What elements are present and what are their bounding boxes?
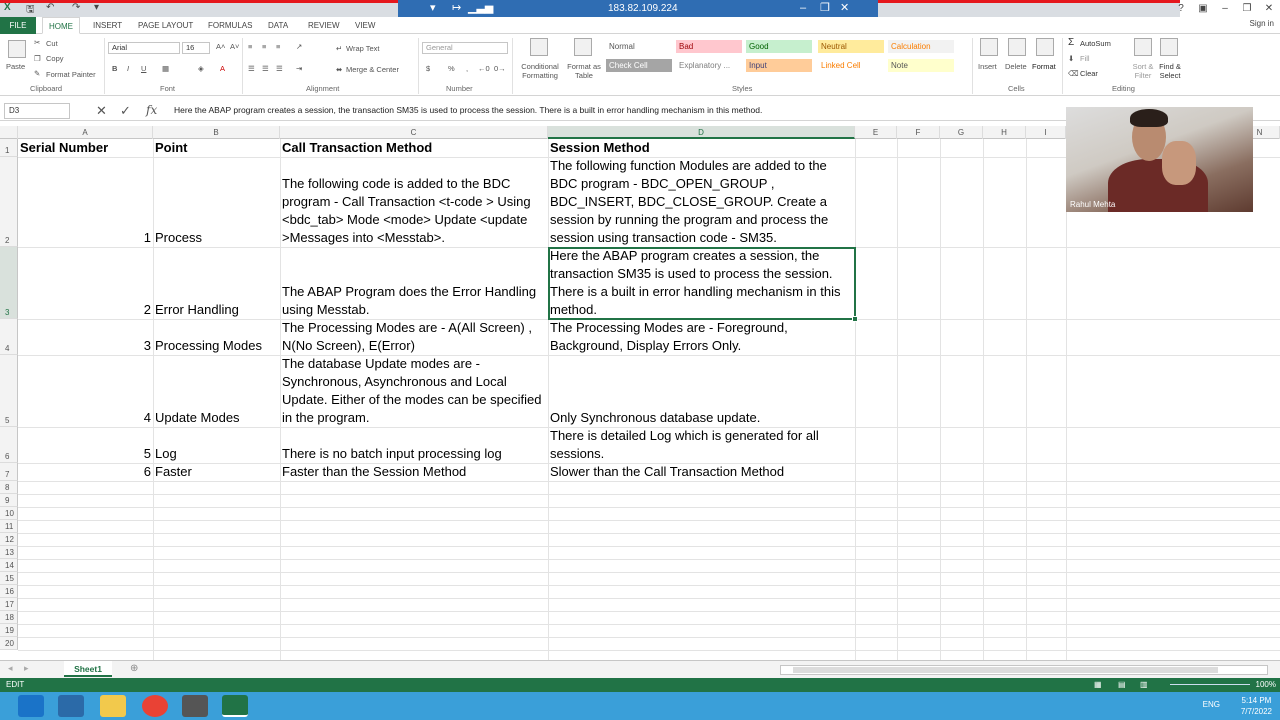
page-layout-view-icon[interactable]: ▤ xyxy=(1118,680,1126,689)
tab-data[interactable]: DATA xyxy=(268,21,289,30)
insert-function-button[interactable]: fx xyxy=(146,103,158,117)
cells-group-label: Cells xyxy=(1008,84,1025,93)
bold-button[interactable]: B xyxy=(112,64,118,73)
column-header-c[interactable]: C xyxy=(280,126,548,139)
excel-logo-icon: X xyxy=(4,2,11,13)
cell-a4-text: 3 xyxy=(143,338,151,353)
cell-b7-text: Faster xyxy=(155,464,192,479)
cell-d2-text: The following function Modules are added to the BDC program - BDC_OPEN_GROUP , BDC_INSERT, BDC_CLOSE_GROUP. Create a session by running the program and process the session using transaction code - SM35. xyxy=(550,158,829,245)
font-size-select[interactable]: 16 xyxy=(182,42,210,54)
row-gridline xyxy=(18,637,1280,638)
cell-a4[interactable] xyxy=(18,319,153,355)
format-as-table-icon[interactable] xyxy=(574,38,592,56)
currency-button[interactable]: $ xyxy=(426,64,431,73)
cell-style-input[interactable]: Input xyxy=(746,59,812,72)
merge-icon[interactable]: ⬌ xyxy=(336,65,343,74)
row-header-10[interactable]: 10 xyxy=(0,507,18,520)
sign-in-link[interactable]: Sign in xyxy=(1249,19,1274,28)
cell-b3-text: Error Handling xyxy=(155,302,239,317)
cell-a5[interactable] xyxy=(18,355,153,427)
font-name-select[interactable]: Arial xyxy=(108,42,180,54)
delete-cells-icon[interactable] xyxy=(1008,38,1026,56)
row-gridline xyxy=(18,611,1280,612)
cell-a5-text: 4 xyxy=(143,410,151,425)
indent-icon[interactable]: ⇥ xyxy=(296,64,303,73)
cell-a2-text: 1 xyxy=(143,230,151,245)
autosum-button[interactable]: AutoSum xyxy=(1080,39,1111,48)
remote-dropdown-icon[interactable]: ▾ xyxy=(430,2,436,14)
cell-b2-text: Process xyxy=(155,230,202,245)
cell-style-neutral[interactable]: Neutral xyxy=(818,40,884,53)
borders-icon[interactable]: ▦ xyxy=(162,64,170,73)
pen-app-icon[interactable] xyxy=(182,695,208,717)
merge-center-button[interactable]: Merge & Center xyxy=(346,65,399,74)
cell-d6-text: There is detailed Log which is generated for all sessions. xyxy=(550,428,819,461)
copy-button[interactable]: Copy xyxy=(46,54,64,63)
cell-c6-text: There is no batch input processing log xyxy=(282,446,502,461)
clock-time: 5:14 PM xyxy=(1241,696,1272,705)
column-gridline xyxy=(983,139,984,660)
format-painter-icon[interactable]: ✎ xyxy=(34,69,41,78)
cell-c2[interactable] xyxy=(280,157,548,247)
restore-icon[interactable]: ❐ xyxy=(1242,3,1252,14)
remote-ip: 183.82.109.224 xyxy=(608,3,678,14)
insert-cells-icon[interactable] xyxy=(980,38,998,56)
cell-d1[interactable] xyxy=(548,139,855,157)
row-header-5[interactable]: 5 xyxy=(0,355,18,427)
formula-input[interactable]: Here the ABAP program creates a session, the transaction SM35 is used to process the session. There is a built in error handling mechanism in this method. xyxy=(174,105,763,115)
cell-d3[interactable] xyxy=(548,247,855,319)
clear-icon[interactable]: ⌫ xyxy=(1068,69,1079,78)
italic-button[interactable]: I xyxy=(127,64,130,73)
delete-cells-button[interactable]: Delete xyxy=(1005,62,1027,71)
row-gridline xyxy=(18,624,1280,625)
cell-c7[interactable] xyxy=(280,463,548,481)
save-icon[interactable]: 🖫 xyxy=(26,4,35,15)
qat-menu-icon[interactable]: ▾ xyxy=(94,2,100,13)
wrap-text-icon[interactable]: ↵ xyxy=(336,44,343,53)
row-gridline xyxy=(18,650,1280,651)
wrap-text-button[interactable]: Wrap Text xyxy=(346,44,380,53)
cell-c5[interactable] xyxy=(280,355,548,427)
column-header-b[interactable]: B xyxy=(153,126,280,139)
fill-button[interactable]: Fill xyxy=(1080,54,1090,63)
cell-b7[interactable] xyxy=(153,463,280,481)
align-right-icon[interactable]: ☰ xyxy=(276,64,283,73)
format-painter-button[interactable]: Format Painter xyxy=(46,70,96,79)
cell-d7[interactable] xyxy=(548,463,855,481)
column-gridline xyxy=(897,139,898,660)
cell-style-bad[interactable]: Bad xyxy=(676,40,742,53)
align-left-icon[interactable]: ☰ xyxy=(248,64,255,73)
next-sheet-icon[interactable]: ▸ xyxy=(24,663,29,673)
tab-home[interactable]: HOME xyxy=(42,17,80,34)
underline-button[interactable]: U xyxy=(141,64,147,73)
cell-style-explanatory[interactable]: Explanatory ... xyxy=(676,59,742,72)
row-gridline xyxy=(18,481,1280,482)
page-break-view-icon[interactable]: ▥ xyxy=(1140,680,1148,689)
row-gridline xyxy=(18,572,1280,573)
remote-connection-bar xyxy=(398,0,878,17)
row-header-13[interactable]: 13 xyxy=(0,546,18,559)
row-header-6[interactable]: 6 xyxy=(0,427,18,463)
cell-b6-text: Log xyxy=(155,446,177,461)
windows-start-icon[interactable] xyxy=(18,695,44,717)
tab-insert[interactable]: INSERT xyxy=(93,21,123,30)
paste-icon[interactable] xyxy=(8,40,26,58)
cell-d7-text: Slower than the Call Transaction Method xyxy=(550,464,785,479)
zoom-slider[interactable] xyxy=(1170,684,1250,685)
column-header-h[interactable]: H xyxy=(983,126,1026,139)
remote-minimize-icon[interactable]: – xyxy=(800,2,807,14)
row-header-4[interactable]: 4 xyxy=(0,319,18,355)
title-bar xyxy=(0,0,1280,17)
grow-font-icon[interactable]: A˄ xyxy=(216,42,226,51)
row-header-14[interactable]: 14 xyxy=(0,559,18,572)
row-gridline xyxy=(18,559,1280,560)
cell-b2[interactable] xyxy=(153,157,280,247)
decrease-decimal-icon[interactable]: 0→ xyxy=(494,64,506,73)
row-gridline xyxy=(18,598,1280,599)
font-group-label: Font xyxy=(160,84,176,93)
row-header-2[interactable]: 2 xyxy=(0,157,18,247)
sheet-tab-bar xyxy=(0,660,1280,678)
row-header-7[interactable]: 7 xyxy=(0,463,18,481)
zoom-level[interactable]: 100% xyxy=(1255,680,1276,689)
row-gridline xyxy=(18,546,1280,547)
column-gridline xyxy=(855,139,856,660)
cell-style-check-cell[interactable]: Check Cell xyxy=(606,59,672,72)
column-header-f[interactable]: F xyxy=(897,126,940,139)
name-box[interactable]: D3 xyxy=(4,103,70,119)
alignment-group-label: Alignment xyxy=(306,84,340,93)
undo-icon[interactable]: ↶ xyxy=(46,2,55,13)
powershell-icon[interactable] xyxy=(58,695,84,717)
chrome-icon[interactable] xyxy=(142,695,168,717)
webcam-overlay xyxy=(1066,107,1253,212)
signal-icon: ▁▃▅ xyxy=(468,2,494,14)
format-cells-icon[interactable] xyxy=(1036,38,1054,56)
cell-c4-text: The Processing Modes are - A(All Screen) , N(No Screen), E(Error) xyxy=(282,320,532,353)
column-header-n[interactable]: N xyxy=(1240,126,1280,139)
cell-b5-text: Update Modes xyxy=(155,410,240,425)
cell-d5-text: Only Synchronous database update. xyxy=(550,410,761,425)
excel-taskbar-icon[interactable] xyxy=(222,695,248,717)
paste-button[interactable]: Paste xyxy=(6,62,26,71)
ribbon-tabs xyxy=(0,17,1280,34)
align-bottom-icon[interactable]: ≡ xyxy=(276,42,281,51)
cell-style-calculation[interactable]: Calculation xyxy=(888,40,954,53)
row-header-20[interactable]: 20 xyxy=(0,637,18,650)
cell-c7-text: Faster than the Session Method xyxy=(282,464,467,479)
cut-button[interactable]: Cut xyxy=(46,39,58,48)
find-select-icon[interactable] xyxy=(1160,38,1178,56)
cell-a3-text: 2 xyxy=(143,302,151,317)
cell-style-normal[interactable]: Normal xyxy=(606,40,672,53)
cell-d4-text: The Processing Modes are - Foreground, Background, Display Errors Only. xyxy=(550,320,788,353)
minimize-icon[interactable]: – xyxy=(1222,3,1228,14)
remote-close-icon[interactable]: ✕ xyxy=(840,2,850,14)
group-divider xyxy=(418,38,419,94)
group-divider xyxy=(104,38,105,94)
cell-d3-text: Here the ABAP program creates a session, the transaction SM35 is used to process the session. There is a built in error handling mechanism in this method. xyxy=(550,248,841,317)
horizontal-scrollbar[interactable] xyxy=(780,665,1268,675)
cell-a1[interactable] xyxy=(18,139,153,157)
number-group-label: Number xyxy=(446,84,473,93)
presenter-hand xyxy=(1162,141,1196,185)
format-cells-button[interactable]: Format xyxy=(1032,62,1056,71)
windows-taskbar xyxy=(0,692,1280,720)
editing-group-label: Editing xyxy=(1112,84,1135,93)
font-color-icon[interactable]: A xyxy=(220,64,226,73)
row-header-17[interactable]: 17 xyxy=(0,598,18,611)
increase-decimal-icon[interactable]: ←0 xyxy=(478,64,490,73)
cell-d6[interactable] xyxy=(548,427,855,463)
column-gridline xyxy=(940,139,941,660)
cell-c1-text: Call Transaction Method xyxy=(282,140,433,155)
cell-d1-text: Session Method xyxy=(550,140,650,155)
column-header-i[interactable]: I xyxy=(1026,126,1066,139)
autosum-icon[interactable]: Σ xyxy=(1068,37,1075,48)
align-top-icon[interactable]: ≡ xyxy=(248,42,253,51)
select-all-corner[interactable] xyxy=(0,126,18,139)
confirm-entry-icon[interactable]: ✓ xyxy=(120,103,131,118)
find-select-button[interactable]: Find & Select xyxy=(1159,62,1181,80)
fill-color-icon[interactable]: ◈ xyxy=(198,64,204,73)
cell-c2-text: The following code is added to the BDC program - Call Transaction <t-code > Using <bdc_tab> Mode <mode> Update <update >Messages into <Messtab>. xyxy=(282,176,531,245)
group-divider xyxy=(1062,38,1063,94)
styles-group-label: Styles xyxy=(732,84,753,93)
tab-view[interactable]: VIEW xyxy=(355,21,376,30)
ribbon-display-icon[interactable]: ▣ xyxy=(1198,3,1208,14)
row-header-3[interactable]: 3 xyxy=(0,247,18,319)
row-header-15[interactable]: 15 xyxy=(0,572,18,585)
row-gridline xyxy=(18,494,1280,495)
shrink-font-icon[interactable]: A˅ xyxy=(230,42,240,51)
column-header-a[interactable]: A xyxy=(18,126,153,139)
language-indicator[interactable]: ENG xyxy=(1202,700,1220,709)
row-header-8[interactable]: 8 xyxy=(0,481,18,494)
number-format-select[interactable]: General xyxy=(422,42,508,54)
add-sheet-icon[interactable]: ⊕ xyxy=(130,663,139,674)
clock[interactable] xyxy=(1241,695,1272,717)
status-mode: EDIT xyxy=(6,680,25,689)
cell-style-good[interactable]: Good xyxy=(746,40,812,53)
cell-a3[interactable] xyxy=(18,247,153,319)
clipboard-group-label: Clipboard xyxy=(30,84,63,93)
cell-style-linked-cell[interactable]: Linked Cell xyxy=(818,59,884,72)
format-as-table-button[interactable]: Format as Table xyxy=(567,62,601,80)
cell-d4[interactable] xyxy=(548,319,855,355)
tab-formulas[interactable]: FORMULAS xyxy=(208,21,253,30)
cancel-entry-icon[interactable]: ✕ xyxy=(96,103,107,118)
cell-a6-text: 5 xyxy=(143,446,151,461)
fill-icon[interactable]: ⬇ xyxy=(1068,54,1075,63)
redo-icon[interactable]: ↷ xyxy=(72,2,81,13)
cell-c5-text: The database Update modes are - Synchronous, Asynchronous and Local Update. Either of the modes can be specified in the program. xyxy=(282,356,542,425)
ribbon xyxy=(0,34,1280,96)
cell-b5[interactable] xyxy=(153,355,280,427)
sheet-tab-sheet1[interactable]: Sheet1 xyxy=(64,661,112,677)
row-header-16[interactable]: 16 xyxy=(0,585,18,598)
presenter-hair xyxy=(1130,109,1168,127)
cell-c3[interactable] xyxy=(280,247,548,319)
row-gridline xyxy=(18,520,1280,521)
cell-b4[interactable] xyxy=(153,319,280,355)
status-bar xyxy=(0,678,1280,692)
conditional-formatting-button[interactable]: Conditional Formatting xyxy=(521,62,559,80)
row-header-12[interactable]: 12 xyxy=(0,533,18,546)
cell-d5[interactable] xyxy=(548,355,855,427)
group-divider xyxy=(242,38,243,94)
sort-filter-icon[interactable] xyxy=(1134,38,1152,56)
presenter-name: Rahul Mehta xyxy=(1070,200,1116,209)
cut-icon[interactable]: ✂ xyxy=(34,38,41,47)
column-header-d[interactable]: D xyxy=(548,126,855,139)
group-divider xyxy=(972,38,973,94)
row-header-19[interactable]: 19 xyxy=(0,624,18,637)
cell-c3-text: The ABAP Program does the Error Handling using Messtab. xyxy=(282,284,537,317)
insert-cells-button[interactable]: Insert xyxy=(978,62,997,71)
copy-icon[interactable]: ❐ xyxy=(34,54,41,63)
clear-button[interactable]: Clear xyxy=(1080,69,1098,78)
row-gridline xyxy=(18,585,1280,586)
cell-c4[interactable] xyxy=(280,319,548,355)
cell-a6[interactable] xyxy=(18,427,153,463)
cell-c1[interactable] xyxy=(280,139,548,157)
comma-button[interactable]: , xyxy=(466,64,469,73)
cell-b1[interactable] xyxy=(153,139,280,157)
row-header-18[interactable]: 18 xyxy=(0,611,18,624)
fill-handle[interactable] xyxy=(852,316,858,322)
cell-a7[interactable] xyxy=(18,463,153,481)
cell-a2[interactable] xyxy=(18,157,153,247)
cell-b6[interactable] xyxy=(153,427,280,463)
cell-a7-text: 6 xyxy=(143,464,151,479)
close-icon[interactable]: ✕ xyxy=(1264,3,1274,14)
tab-file[interactable]: FILE xyxy=(0,17,36,34)
cell-c6[interactable] xyxy=(280,427,548,463)
cell-a1-text: Serial Number xyxy=(20,140,109,155)
prev-sheet-icon[interactable]: ◂ xyxy=(8,663,13,673)
row-gridline xyxy=(18,507,1280,508)
cell-style-note[interactable]: Note xyxy=(888,59,954,72)
align-middle-icon[interactable]: ≡ xyxy=(262,42,267,51)
column-gridline xyxy=(1026,139,1027,660)
row-header-11[interactable]: 11 xyxy=(0,520,18,533)
row-header-1[interactable]: 1 xyxy=(0,139,18,157)
row-header-9[interactable]: 9 xyxy=(0,494,18,507)
conditional-formatting-icon[interactable] xyxy=(530,38,548,56)
normal-view-icon[interactable]: ▦ xyxy=(1094,680,1102,689)
group-divider xyxy=(512,38,513,94)
tab-review[interactable]: REVIEW xyxy=(308,21,340,30)
cell-b4-text: Processing Modes xyxy=(155,338,262,353)
orientation-icon[interactable]: ↗ xyxy=(296,42,303,51)
pin-icon[interactable]: ↦ xyxy=(452,2,462,14)
help-icon[interactable]: ? xyxy=(1178,3,1184,14)
remote-restore-icon[interactable]: ❐ xyxy=(820,2,830,14)
scrollbar-thumb[interactable] xyxy=(793,667,1218,673)
window-controls xyxy=(1170,0,1280,17)
sort-filter-button[interactable]: Sort & Filter xyxy=(1132,62,1154,80)
cell-b3[interactable] xyxy=(153,247,280,319)
cell-d2[interactable] xyxy=(548,157,855,247)
cell-b1-text: Point xyxy=(155,140,188,155)
tab-page-layout[interactable]: PAGE LAYOUT xyxy=(138,21,194,30)
clock-date: 7/7/2022 xyxy=(1240,707,1272,716)
percent-button[interactable]: % xyxy=(448,64,455,73)
column-header-e[interactable]: E xyxy=(855,126,897,139)
column-header-g[interactable]: G xyxy=(940,126,983,139)
column-gridline xyxy=(1066,139,1067,660)
file-explorer-icon[interactable] xyxy=(100,695,126,717)
align-center-icon[interactable]: ☰ xyxy=(262,64,269,73)
row-gridline xyxy=(18,533,1280,534)
